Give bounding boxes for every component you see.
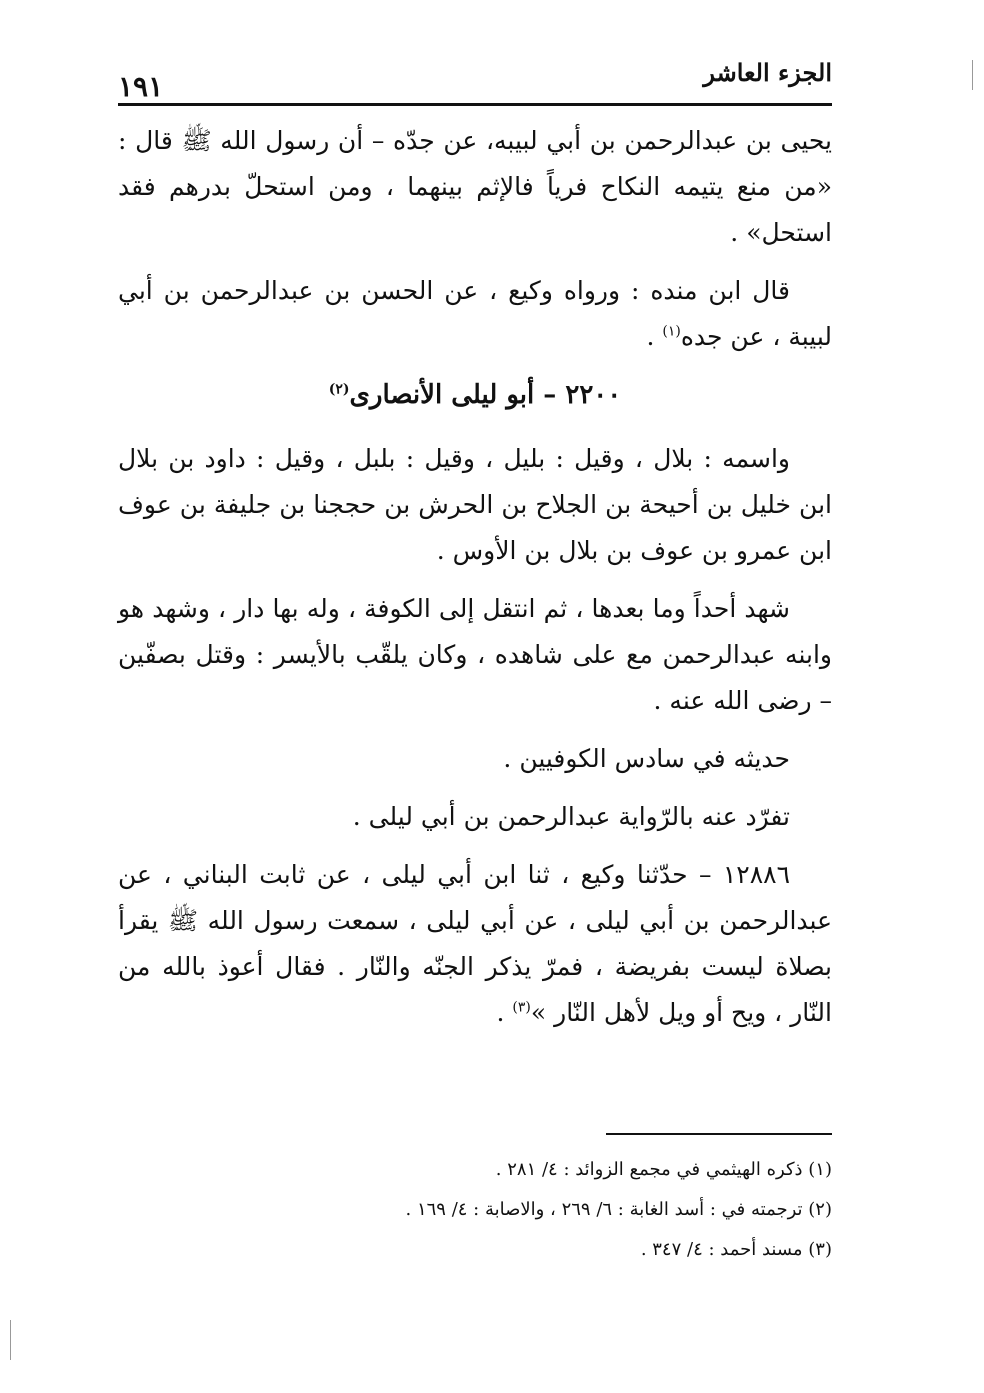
page-header — [118, 52, 832, 102]
entry-heading — [118, 372, 832, 418]
scan-margin-mark — [972, 60, 973, 90]
footnote-ref-3: (٣) — [512, 999, 531, 1016]
paragraph-2-text: قال ابن منده : ورواه وكيع ، عن الحسن بن عبدالرحمن بن أبي لبيبة ، عن جده — [118, 276, 832, 351]
main-text — [118, 118, 832, 1048]
paragraph-3: واسمه : بلال ، وقيل : بليل ، وقيل : بلبل ، وقيل : داود بن بلال ابن خليل بن أحيحة بن الجلاح بن الحرش بن حججنا بن جليفة بن عوف ابن عمرو بن عوف بن بلال بن الأوس . — [118, 444, 832, 565]
footnotes — [118, 1150, 832, 1270]
header-rule — [118, 103, 832, 106]
paragraph-7 — [118, 852, 832, 1036]
footnote-1: (١) ذكره الهيثمي في مجمع الزوائد : ٤/ ٢٨١ . — [495, 1159, 832, 1180]
paragraph-4: شهد أحداً وما بعدها ، ثم انتقل إلى الكوفة ، وله بها دار ، وشهد هو وابنه عبدالرحمن مع على شاهده ، وكان يلقّب بالأيسر : وقتل بصفّين – رضى الله عنه . — [118, 594, 832, 715]
paragraph-5: حديثه في سادس الكوفيين . — [503, 744, 790, 773]
page-number: ١٩١ — [118, 70, 164, 103]
paragraph-7-text: ١٢٨٨٦ – حدّثنا وكيع ، ثنا ابن أبي ليلى ، عن ثابت البناني ، عن عبدالرحمن بن أبي ليلى ، عن أبي ليلى ، سمعت رسول الله ﷺ يقرأ بصلاة ليست بفريضة ، فمرّ يذكر الجنّه والنّار . فقال أعوذ بالله من النّار ، ويح أو ويل لأهل النّار » — [118, 860, 832, 1027]
footnote-3: (٣) مسند أحمد : ٤/ ٣٤٧ . — [640, 1239, 832, 1260]
scan-margin-mark — [10, 1320, 11, 1360]
paragraph-6: تفرّد عنه بالرّواية عبدالرحمن بن أبي ليلى . — [352, 802, 790, 831]
paragraph-7-end: . — [496, 998, 513, 1027]
footnote-2: (٢) ترجمته في : أسد الغابة : ٦/ ٢٦٩ ، والاصابة : ٤/ ١٦٩ . — [405, 1199, 832, 1220]
paragraph-2 — [118, 268, 832, 360]
footnote-ref-1: (١) — [662, 323, 681, 340]
entry-heading-text: ٢٢٠٠ – أبو ليلى الأنصارى — [349, 380, 622, 410]
paragraph-1: يحيى بن عبدالرحمن بن أبي لبيبه، عن جدّه – أن رسول الله ﷺ قال : «من منع يتيمه النكاح فرياً فالإثم بينهما ، ومن استحلّ بدرهم فقد استحل» . — [118, 126, 832, 247]
paragraph-2-end: . — [646, 322, 663, 351]
footnote-ref-2: (٢) — [328, 381, 350, 398]
footnote-rule — [606, 1133, 832, 1135]
running-title: الجزء العاشر — [703, 58, 832, 87]
